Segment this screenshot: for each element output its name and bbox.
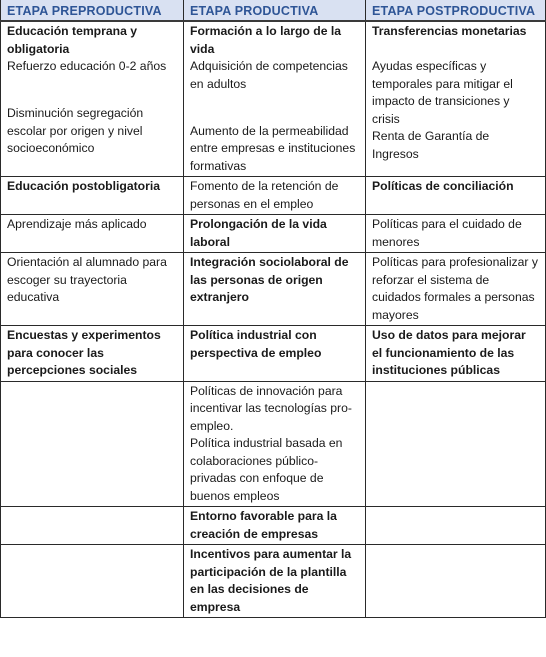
cell-item: Políticas para profesionalizar y reforzar el sistema de cuidados formales a personas mayores — [372, 255, 538, 322]
cell-item: Disminución segregación escolar por origen y nivel socioeconómico — [7, 106, 144, 155]
cell-item: Políticas de innovación para incentivar las tecnologías pro-empleo. — [190, 383, 352, 433]
cell-item: Política industrial basada en colaboraciones público-privadas con enfoque de buenos empleos — [190, 436, 343, 503]
cell-business-environment — [184, 507, 366, 545]
table-row — [1, 507, 546, 545]
cell-elderly-care-policies — [366, 253, 546, 326]
cell-title: Educación postobligatoria — [7, 179, 161, 193]
cell-migrant-integration — [184, 253, 366, 326]
cell-empty — [366, 381, 546, 507]
table-row — [1, 545, 546, 618]
cell-empty — [1, 545, 184, 618]
cell-title: Política industrial con perspectiva de empleo — [190, 328, 322, 360]
cell-public-data-use — [366, 326, 546, 382]
cell-applied-learning — [1, 215, 184, 253]
cell-title: Prolongación de la vida laboral — [190, 217, 327, 249]
cell-conciliation-policies — [366, 177, 546, 215]
table-row — [1, 177, 546, 215]
cell-item: Aumento de la permeabilidad entre empresas e instituciones formativas — [190, 123, 356, 173]
cell-monetary-transfers — [366, 21, 546, 177]
cell-empty — [366, 545, 546, 618]
cell-item: Renta de Garantía de Ingresos — [372, 129, 490, 161]
cell-employment-retention — [184, 177, 366, 215]
cell-title: Incentivos para aumentar la participación de la plantilla en las decisiones de empresa — [190, 547, 352, 614]
table-row — [1, 381, 546, 507]
cell-child-care-policies — [366, 215, 546, 253]
cell-title: Entorno favorable para la creación de empresas — [190, 509, 337, 541]
table-row — [1, 326, 546, 382]
header-preproductive: ETAPA PREPRODUCTIVA — [1, 0, 184, 21]
cell-student-guidance — [1, 253, 184, 326]
cell-surveys-experiments — [1, 326, 184, 382]
header-postproductive: ETAPA POSTPRODUCTIVA — [366, 0, 546, 21]
cell-title: Encuestas y experimentos para conocer las percepciones sociales — [7, 328, 161, 377]
cell-workforce-participation — [184, 545, 366, 618]
cell-title: Políticas de conciliación — [372, 179, 514, 193]
cell-working-life-extension — [184, 215, 366, 253]
table-row — [1, 21, 546, 177]
cell-item: Orientación al alumnado para escoger su trayectoria educativa — [7, 255, 167, 304]
cell-title: Educación temprana y obligatoria — [7, 24, 138, 56]
table-header — [1, 0, 546, 21]
table-row — [1, 253, 546, 326]
cell-item: Aprendizaje más aplicado — [7, 217, 147, 231]
cell-industrial-policy — [184, 326, 366, 382]
cell-item: Refuerzo educación 0-2 años — [7, 59, 167, 73]
table-body — [1, 21, 546, 618]
cell-title: Formación a lo largo de la vida — [190, 24, 342, 56]
cell-title: Uso de datos para mejorar el funcionamiento de las instituciones públicas — [372, 328, 526, 377]
table-row — [1, 215, 546, 253]
cell-innovation-policies — [184, 381, 366, 507]
cell-item: Fomento de la retención de personas en el empleo — [190, 179, 339, 211]
cell-education-early — [1, 21, 184, 177]
header-row — [1, 0, 546, 21]
cell-empty — [366, 507, 546, 545]
cell-item: Políticas para el cuidado de menores — [372, 217, 522, 249]
cell-postcompulsory-education — [1, 177, 184, 215]
header-productive: ETAPA PRODUCTIVA — [184, 0, 366, 21]
cell-lifelong-learning — [184, 21, 366, 177]
cell-item: Ayudas específicas y temporales para mitigar el impacto de transiciones y crisis — [372, 59, 513, 126]
cell-title: Integración sociolaboral de las personas de origen extranjero — [190, 255, 349, 304]
cell-item: Adquisición de competencias en adultos — [190, 59, 348, 91]
cell-empty — [1, 381, 184, 507]
cell-title: Transferencias monetarias — [372, 24, 527, 38]
cell-empty — [1, 507, 184, 545]
